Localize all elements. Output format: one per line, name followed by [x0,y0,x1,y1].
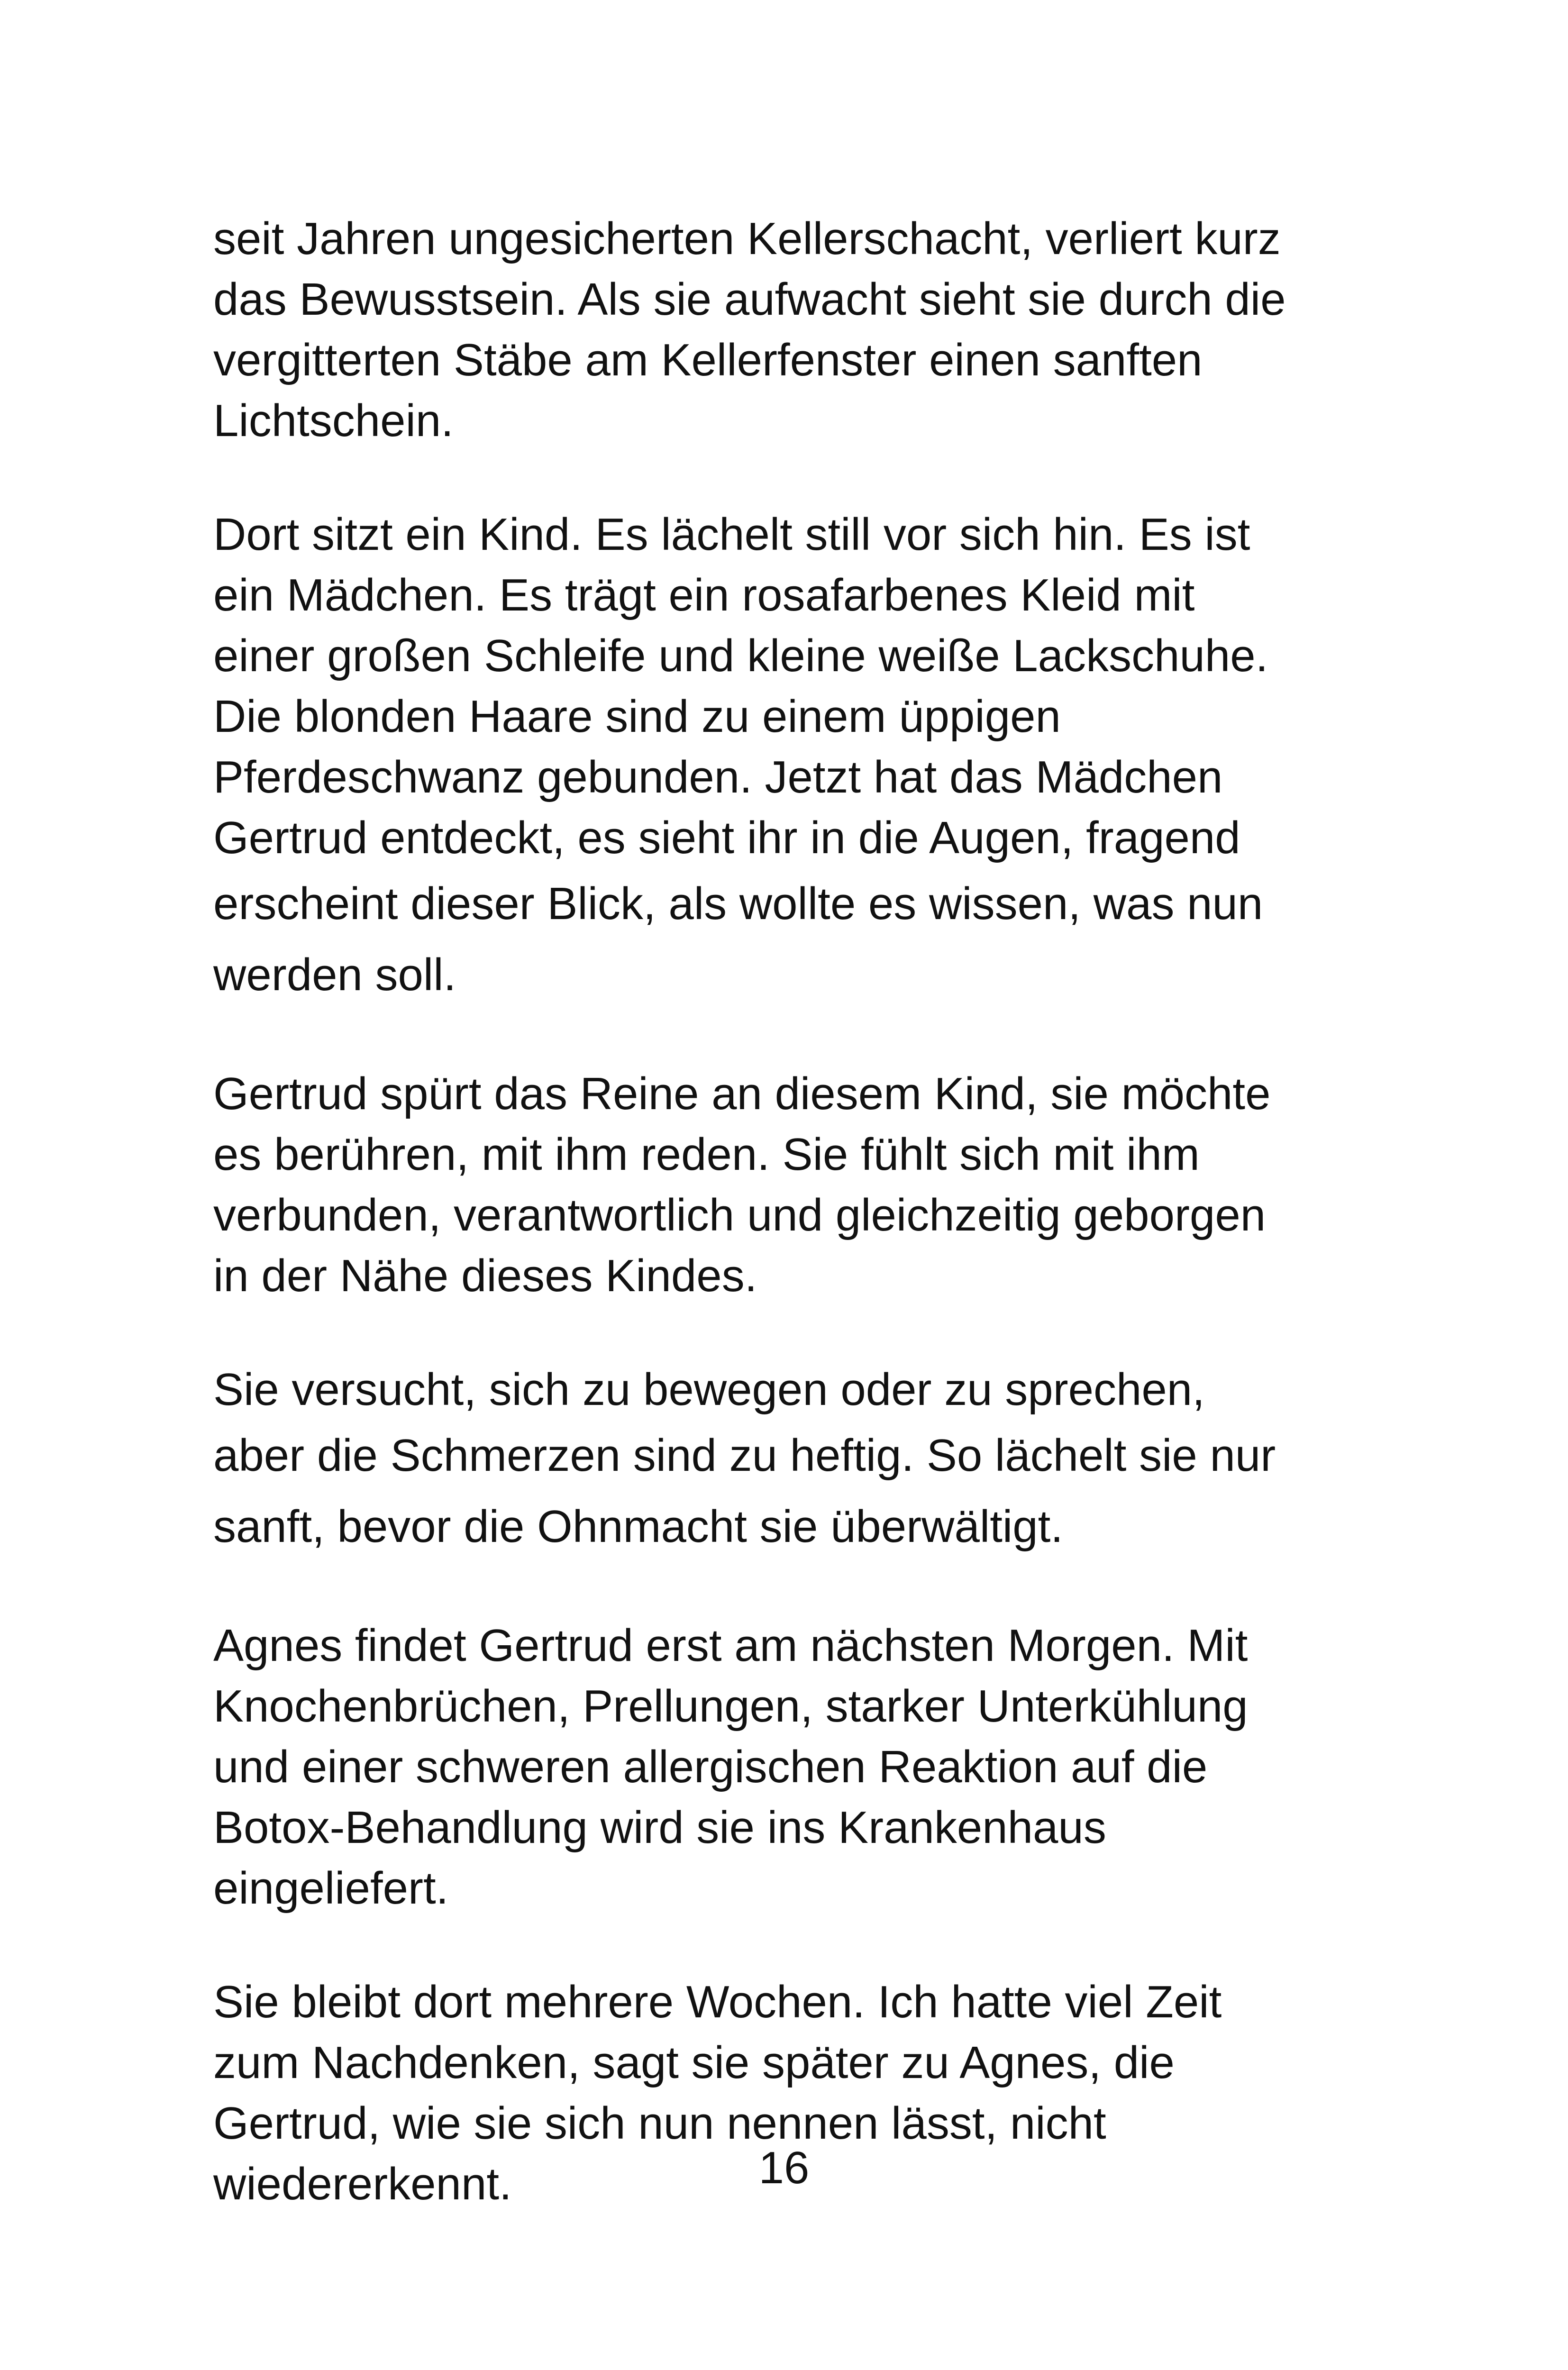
text-line: seit Jahren ungesicherten Kellerschacht, verliert kurz [213,213,1281,264]
paragraph-5 [213,1615,1427,1919]
text-line: Gertrud spürt das Reine an diesem Kind, sie möchte [213,1068,1271,1119]
text-line: sanft, bevor die Ohnmacht sie überwältigt. [213,1501,1063,1552]
text-line: Sie bleibt dort mehrere Wochen. Ich hatte viel Zeit [213,1977,1222,2027]
text-line: Knochenbrüchen, Prellungen, starker Unterkühlung [213,1681,1248,1732]
text-line: es berühren, mit ihm reden. Sie fühlt sich mit ihm [213,1129,1200,1180]
text-line: und einer schweren allergischen Reaktion auf die [213,1741,1208,1792]
text-line: verbunden, verantwortlich und gleichzeitig geborgen [213,1190,1266,1240]
text-line: Gertrud entdeckt, es sieht ihr in die Augen, fragend [213,812,1240,863]
text-line: Agnes findet Gertrud erst am nächsten Morgen. Mit [213,1620,1248,1671]
text-line: Sie versucht, sich zu bewegen oder zu sprechen, [213,1364,1205,1415]
text-line: wiedererkennt. [213,2159,512,2209]
paragraph-2 [213,504,1427,1011]
paragraph-4 [213,1359,1427,1562]
text-line: erscheint dieser Blick, als wollte es wissen, was nun [213,878,1263,929]
page-number: 16 [758,2142,810,2193]
text-line: Dort sitzt ein Kind. Es lächelt still vor sich hin. Es ist [213,509,1250,560]
text-line: aber die Schmerzen sind zu heftig. So lächelt sie nur [213,1430,1276,1481]
text-line: in der Nähe dieses Kindes. [213,1250,757,1301]
text-line: Gertrud, wie sie sich nun nennen lässt, nicht [213,2098,1106,2149]
text-line: eingeliefert. [213,1863,449,1914]
text-line: werden soll. [213,949,456,1000]
text-line: das Bewusstsein. Als sie aufwacht sieht sie durch die [213,274,1286,325]
text-line: Botox-Behandlung wird sie ins Krankenhaus [213,1802,1106,1853]
text-line: Die blonden Haare sind zu einem üppigen [213,691,1061,742]
paragraph-1 [213,209,1427,451]
text-line: ein Mädchen. Es trägt ein rosafarbenes Kleid mit [213,570,1195,620]
text-line: einer großen Schleife und kleine weiße Lackschuhe. [213,630,1268,681]
text-line: Lichtschein. [213,395,454,446]
paragraph-3 [213,1064,1427,1306]
text-line: zum Nachdenken, sagt sie später zu Agnes, die [213,2037,1175,2088]
text-line: vergitterten Stäbe am Kellerfenster einen sanften [213,335,1203,385]
text-line: Pferdeschwanz gebunden. Jetzt hat das Mädchen [213,752,1223,802]
body-text [213,209,1427,2268]
